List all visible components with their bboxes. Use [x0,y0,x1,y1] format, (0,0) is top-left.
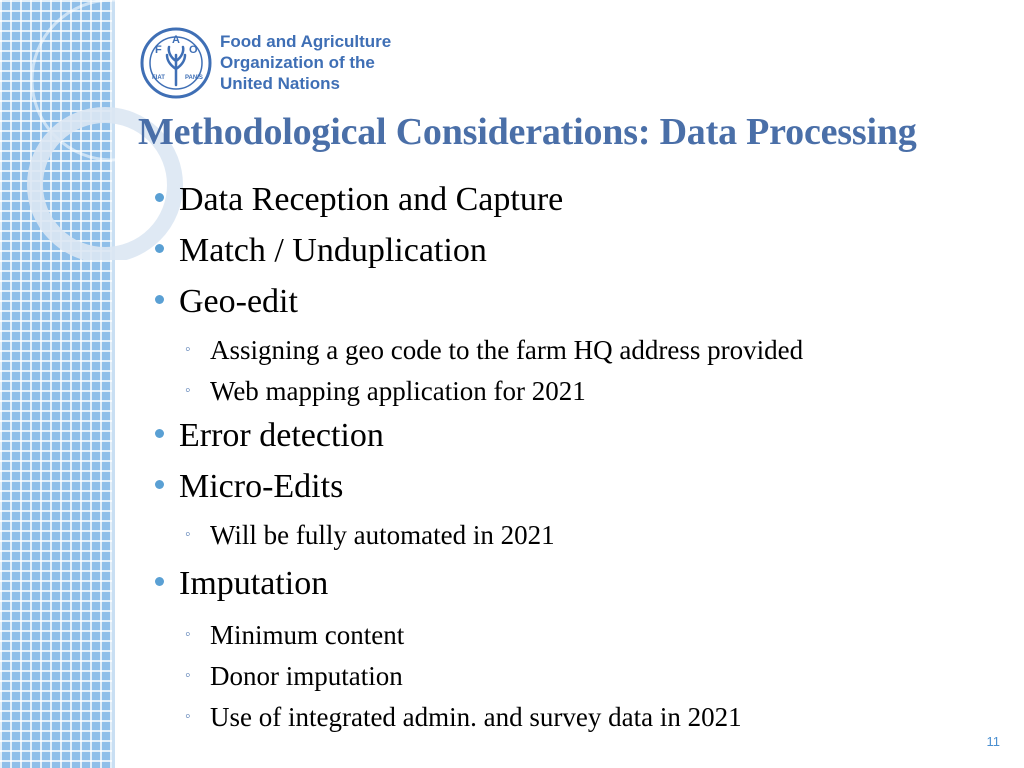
bullet-dot-icon [155,193,164,202]
svg-text:PANIS: PANIS [185,75,203,81]
bullet-text: Error detection [179,417,384,454]
bullet-dot-icon [155,429,164,438]
ring-bullet-icon: ◦ [185,626,191,643]
fao-emblem-icon [140,27,212,99]
bullet-dot-icon [155,295,164,304]
ring-bullet-icon: ◦ [185,708,191,725]
sub-bullet-text: Use of integrated admin. and survey data in 2021 [210,702,742,732]
bullet-text: Match / Unduplication [179,232,487,269]
ring-bullet-icon: ◦ [185,341,191,358]
sub-bullet-text: Web mapping application for 2021 [210,376,586,406]
ring-bullet-icon: ◦ [185,667,191,684]
bullet-dot-icon [155,244,164,253]
svg-text:O: O [189,44,198,56]
org-line-2: Organization of the [220,53,375,72]
sub-bullet-text: Donor imputation [210,661,403,691]
page-number: 11 [986,734,1000,749]
bullet-text: Imputation [179,565,329,602]
ring-bullet-icon: ◦ [185,526,191,543]
sub-bullet-text: Minimum content [210,620,405,650]
org-line-1: Food and Agriculture [220,32,392,51]
fao-logo [140,27,400,99]
organization-name [220,31,391,94]
bullet-text: Data Reception and Capture [179,181,564,218]
bullet-text: Geo-edit [179,283,298,320]
sub-bullet-text: Will be fully automated in 2021 [210,520,555,550]
slide-title: Methodological Considerations: Data Processing [138,111,917,153]
sub-bullet-text: Assigning a geo code to the farm HQ address provided [210,335,804,365]
svg-text:F: F [155,44,162,56]
org-line-3: United Nations [220,74,340,93]
bullet-dot-icon [155,577,164,586]
svg-text:FIAT: FIAT [152,75,165,81]
ring-bullet-icon: ◦ [185,382,191,399]
svg-text:A: A [172,34,180,46]
bullet-text: Micro-Edits [179,468,344,505]
bullet-dot-icon [155,480,164,489]
